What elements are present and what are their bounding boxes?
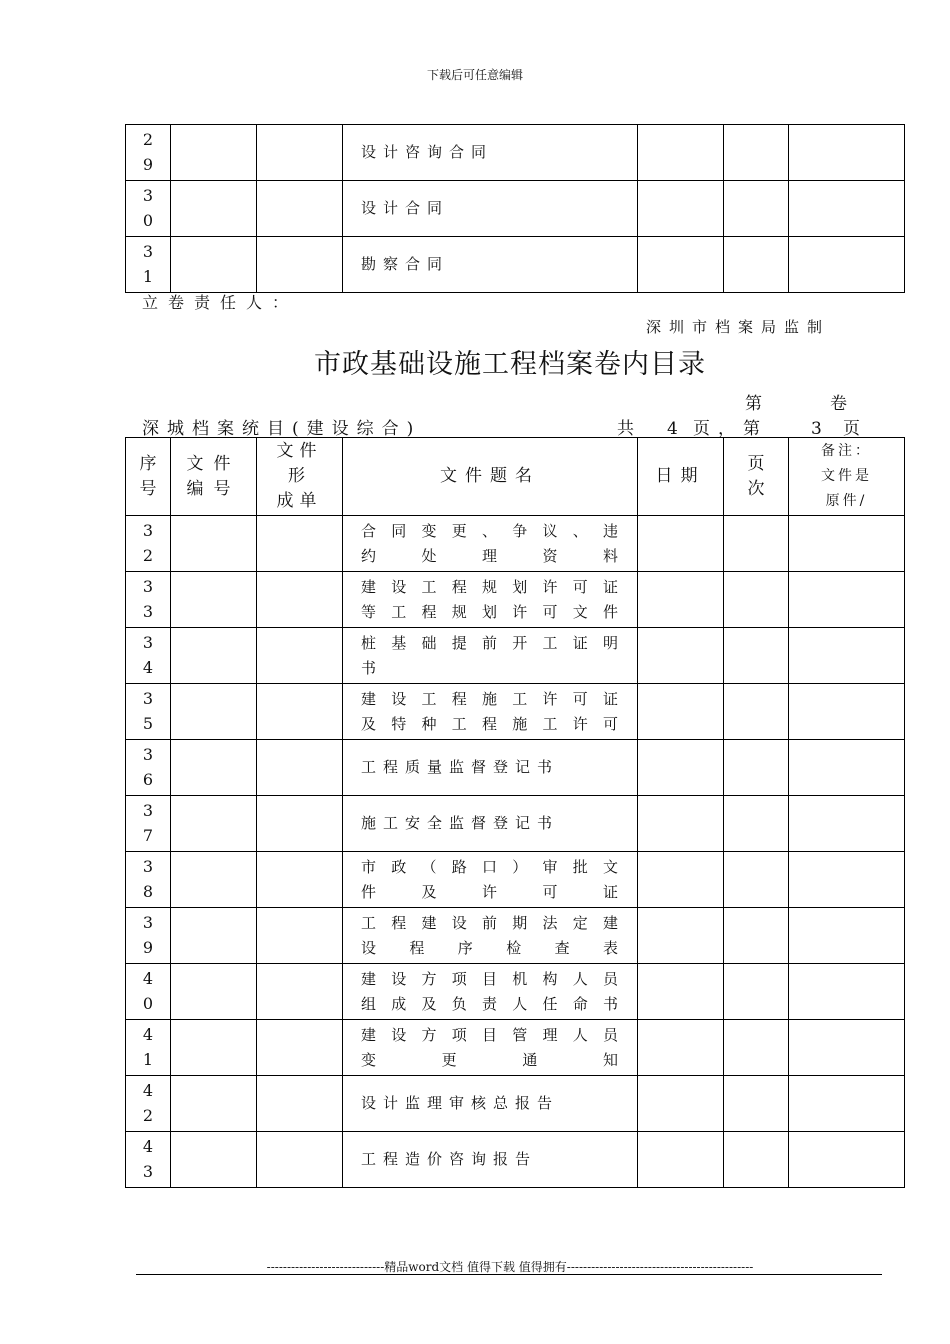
file-title: 工程质量监督登记书 (343, 740, 638, 796)
table-row (126, 516, 905, 572)
file-number-cell (171, 908, 257, 964)
file-number-cell (171, 237, 257, 293)
remark-cell (789, 1132, 905, 1188)
table-row (126, 964, 905, 1020)
file-number-cell (171, 125, 257, 181)
file-number-cell (171, 628, 257, 684)
file-title: 市政（路口）审批文 件及许可证 (343, 852, 638, 908)
page-cell (724, 852, 789, 908)
row-number: 4 3 (126, 1132, 171, 1188)
table-header-row (126, 438, 905, 516)
form-cell (257, 964, 343, 1020)
header-file-no: 文件 编号 (171, 438, 257, 516)
file-title: 工程造价咨询报告 (343, 1132, 638, 1188)
page-cell (724, 1076, 789, 1132)
page-cell (724, 237, 789, 293)
file-number-cell (171, 1076, 257, 1132)
file-number-cell (171, 181, 257, 237)
table-row (126, 572, 905, 628)
file-number-cell (171, 572, 257, 628)
row-number: 3 4 (126, 628, 171, 684)
page-total-prefix: 共 (617, 419, 634, 439)
table-row (126, 1132, 905, 1188)
file-title: 建设工程规划许可证 等工程规划许可文件 (343, 572, 638, 628)
remark-cell (789, 181, 905, 237)
remark-cell (789, 125, 905, 181)
date-cell (638, 908, 724, 964)
header-note: 下载后可任意编辑 (426, 68, 523, 82)
table-row (126, 1020, 905, 1076)
catalog-table (125, 437, 905, 1188)
date-cell (638, 1076, 724, 1132)
date-cell (638, 740, 724, 796)
remark-cell (789, 1020, 905, 1076)
page-total: 4 (667, 419, 678, 439)
form-cell (257, 572, 343, 628)
remark-cell (789, 684, 905, 740)
form-cell (257, 628, 343, 684)
table-row (126, 740, 905, 796)
row-number: 2 9 (126, 125, 171, 181)
remark-cell (789, 796, 905, 852)
table-row (126, 237, 905, 293)
remark-cell (789, 237, 905, 293)
table-row (126, 852, 905, 908)
file-title: 建设方项目机构人员 组成及负责人任命书 (343, 964, 638, 1020)
header-date: 日期 (638, 438, 724, 516)
row-number: 3 7 (126, 796, 171, 852)
page-word: 页，第 (693, 419, 768, 439)
page-title: 市政基础设施工程档案卷内目录 (314, 349, 706, 380)
row-number: 3 2 (126, 516, 171, 572)
file-number-cell (171, 684, 257, 740)
file-title: 设计咨询合同 (343, 125, 638, 181)
remark-cell (789, 572, 905, 628)
remark-cell (789, 740, 905, 796)
header-seq: 序 号 (126, 438, 171, 516)
table-row (126, 1076, 905, 1132)
table-row (126, 684, 905, 740)
row-number: 3 5 (126, 684, 171, 740)
row-number: 4 2 (126, 1076, 171, 1132)
page-cell (724, 125, 789, 181)
remark-cell (789, 852, 905, 908)
file-number-cell (171, 964, 257, 1020)
file-number-cell (171, 740, 257, 796)
footer-note: -----------------------------精品word文档 值得下载 值得拥有---------------------------------------------- (266, 1260, 754, 1274)
form-cell (257, 852, 343, 908)
file-title: 施工安全监督登记书 (343, 796, 638, 852)
date-cell (638, 181, 724, 237)
file-title: 合同变更、争议、违 约处理资料 (343, 516, 638, 572)
remark-cell (789, 964, 905, 1020)
date-cell (638, 516, 724, 572)
form-cell (257, 1076, 343, 1132)
remark-cell (789, 908, 905, 964)
page-cell (724, 572, 789, 628)
supervisor-label: 深圳市档案局监制 (646, 318, 831, 336)
form-cell (257, 237, 343, 293)
volume-prefix: 第 (745, 394, 762, 414)
file-title: 桩基础提前开工证明 书 (343, 628, 638, 684)
page-cell (724, 684, 789, 740)
page-suffix: 页 (843, 419, 860, 439)
page-cell (724, 1020, 789, 1076)
row-number: 3 1 (126, 237, 171, 293)
date-cell (638, 852, 724, 908)
date-cell (638, 125, 724, 181)
form-cell (257, 516, 343, 572)
date-cell (638, 628, 724, 684)
row-number: 4 1 (126, 1020, 171, 1076)
row-number: 3 8 (126, 852, 171, 908)
responsible-person-label: 立卷责任人： (142, 293, 299, 312)
form-cell (257, 181, 343, 237)
form-cell (257, 908, 343, 964)
file-title: 勘察合同 (343, 237, 638, 293)
page-cell (724, 181, 789, 237)
top-catalog-table (125, 124, 905, 293)
date-cell (638, 684, 724, 740)
table-row (126, 125, 905, 181)
file-number-cell (171, 1132, 257, 1188)
table-row (126, 908, 905, 964)
footer-rule (136, 1274, 882, 1275)
header-title: 文件题名 (343, 438, 638, 516)
volume-suffix: 卷 (830, 394, 847, 414)
form-cell (257, 684, 343, 740)
page-current: 3 (811, 419, 822, 439)
date-cell (638, 1020, 724, 1076)
file-title: 工程建设前期法定建 设程序检查表 (343, 908, 638, 964)
file-number-cell (171, 852, 257, 908)
table-row (126, 796, 905, 852)
date-cell (638, 796, 724, 852)
row-number: 3 0 (126, 181, 171, 237)
form-cell (257, 796, 343, 852)
form-cell (257, 1020, 343, 1076)
page-cell (724, 740, 789, 796)
header-page: 页 次 (724, 438, 789, 516)
page-cell (724, 1132, 789, 1188)
row-number: 3 6 (126, 740, 171, 796)
row-number: 4 0 (126, 964, 171, 1020)
file-number-cell (171, 796, 257, 852)
date-cell (638, 572, 724, 628)
header-remark: 备注： 文件是 原件/ (789, 438, 905, 516)
file-title: 设计合同 (343, 181, 638, 237)
date-cell (638, 1132, 724, 1188)
page-cell (724, 796, 789, 852)
table-row (126, 181, 905, 237)
file-title: 设计监理审核总报告 (343, 1076, 638, 1132)
date-cell (638, 237, 724, 293)
date-cell (638, 964, 724, 1020)
row-number: 3 3 (126, 572, 171, 628)
file-title: 建设方项目管理人员 变更通知 (343, 1020, 638, 1076)
form-cell (257, 1132, 343, 1188)
form-cell (257, 740, 343, 796)
file-number-cell (171, 516, 257, 572)
page-cell (724, 908, 789, 964)
page-cell (724, 628, 789, 684)
catalog-code: 深城档案统目(建设综合) (142, 419, 422, 439)
file-title: 建设工程施工许可证 及特种工程施工许可 (343, 684, 638, 740)
remark-cell (789, 516, 905, 572)
remark-cell (789, 628, 905, 684)
table-row (126, 628, 905, 684)
page-cell (724, 516, 789, 572)
row-number: 3 9 (126, 908, 171, 964)
page-cell (724, 964, 789, 1020)
header-form: 文件 形 成单 (257, 438, 343, 516)
form-cell (257, 125, 343, 181)
page-count (617, 414, 860, 439)
file-number-cell (171, 1020, 257, 1076)
remark-cell (789, 1076, 905, 1132)
